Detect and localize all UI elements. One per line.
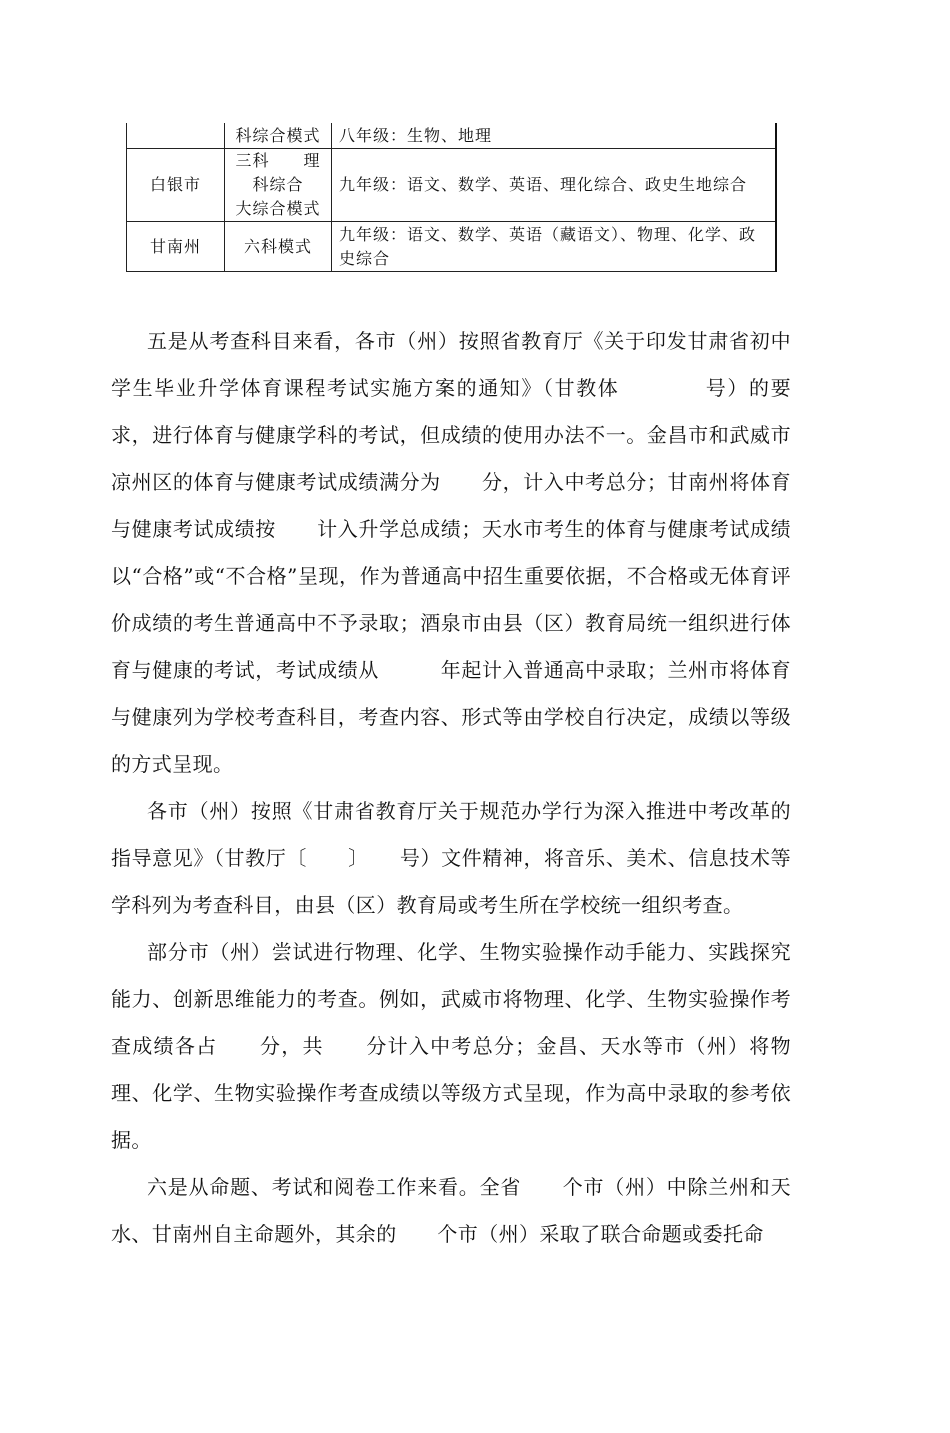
paragraph: 五是从考查科目来看，各市（州）按照省教育厅《关于印发甘肃省初中学生毕业升学体育课程考试实施方案的通知》（甘教体 号）的要求，进行体育与健康学科的考试，但成绩的使用办法不一。金昌市和武威市凉州区的体育与健康考试成绩满分为 分，计入中考总分；甘南州将体育与健康考试成绩按 计入升学总成绩；天水市考生的体育与健康考试成绩以“合格”或“不合格”呈现，作为普通高中招生重要依据，不合格或无体育评价成绩的考生普通高中不予录取；酒泉市由县（区）教育局统一组织进行体育与健康的考试，考试成绩从 年起计入普通高中录取；兰州市将体育与健康列为学校考查科目，考查内容、形式等由学校自行决定，成绩以等级的方式呈现。: [111, 329, 791, 776]
city-cell: [127, 123, 225, 149]
subjects-cell: [332, 222, 777, 272]
paragraph: 六是从命题、考试和阅卷工作来看。全省 个市（州）中除兰州和天水、甘南州自主命题外，其余的 个市（州）采取了联合命题或委托命: [111, 1175, 791, 1246]
exam-mode-line: 科综合: [252, 175, 304, 194]
exam-mode-line: 六科模式: [243, 236, 312, 256]
exam-mode-table: [126, 123, 777, 272]
city-cell: 白银市: [127, 149, 225, 222]
exam-mode-cell: [225, 222, 332, 272]
subjects-text: 九年级：语文、数学、英语、理化综合、政史生地综合: [339, 175, 748, 194]
city-cell: 甘南州: [127, 222, 225, 272]
table-row: [127, 222, 777, 272]
exam-mode-line: 三科 理: [235, 151, 321, 170]
exam-mode-cell: [225, 149, 332, 222]
subjects-cell: [332, 149, 777, 222]
subjects-cell: [332, 123, 777, 149]
subjects-text: 九年级：语文、数学、英语（藏语文）、物理、化学、政史综合: [339, 224, 757, 268]
table-row: [127, 149, 777, 222]
paragraph: 各市（州）按照《甘肃省教育厅关于规范办学行为深入推进中考改革的指导意见》（甘教厅〔 〕 号）文件精神，将音乐、美术、信息技术等学科列为考查科目，由县（区）教育局或考生所在学校统一组织考查。: [111, 799, 791, 917]
table-row: [127, 123, 777, 149]
body-text: [111, 318, 791, 1258]
subjects-text: 八年级：生物、地理: [339, 125, 493, 145]
exam-mode-line: 大综合模式: [235, 199, 321, 218]
paragraph: 部分市（州）尝试进行物理、化学、生物实验操作动手能力、实践探究能力、创新思维能力的考查。例如，武威市将物理、化学、生物实验操作考查成绩各占 分，共 分计入中考总分；金昌、天水等市（州）将物理、化学、生物实验操作考查成绩以等级方式呈现，作为高中录取的参考依据。: [111, 940, 791, 1152]
exam-mode-cell: [225, 123, 332, 149]
exam-mode-line: 科综合模式: [235, 125, 321, 145]
